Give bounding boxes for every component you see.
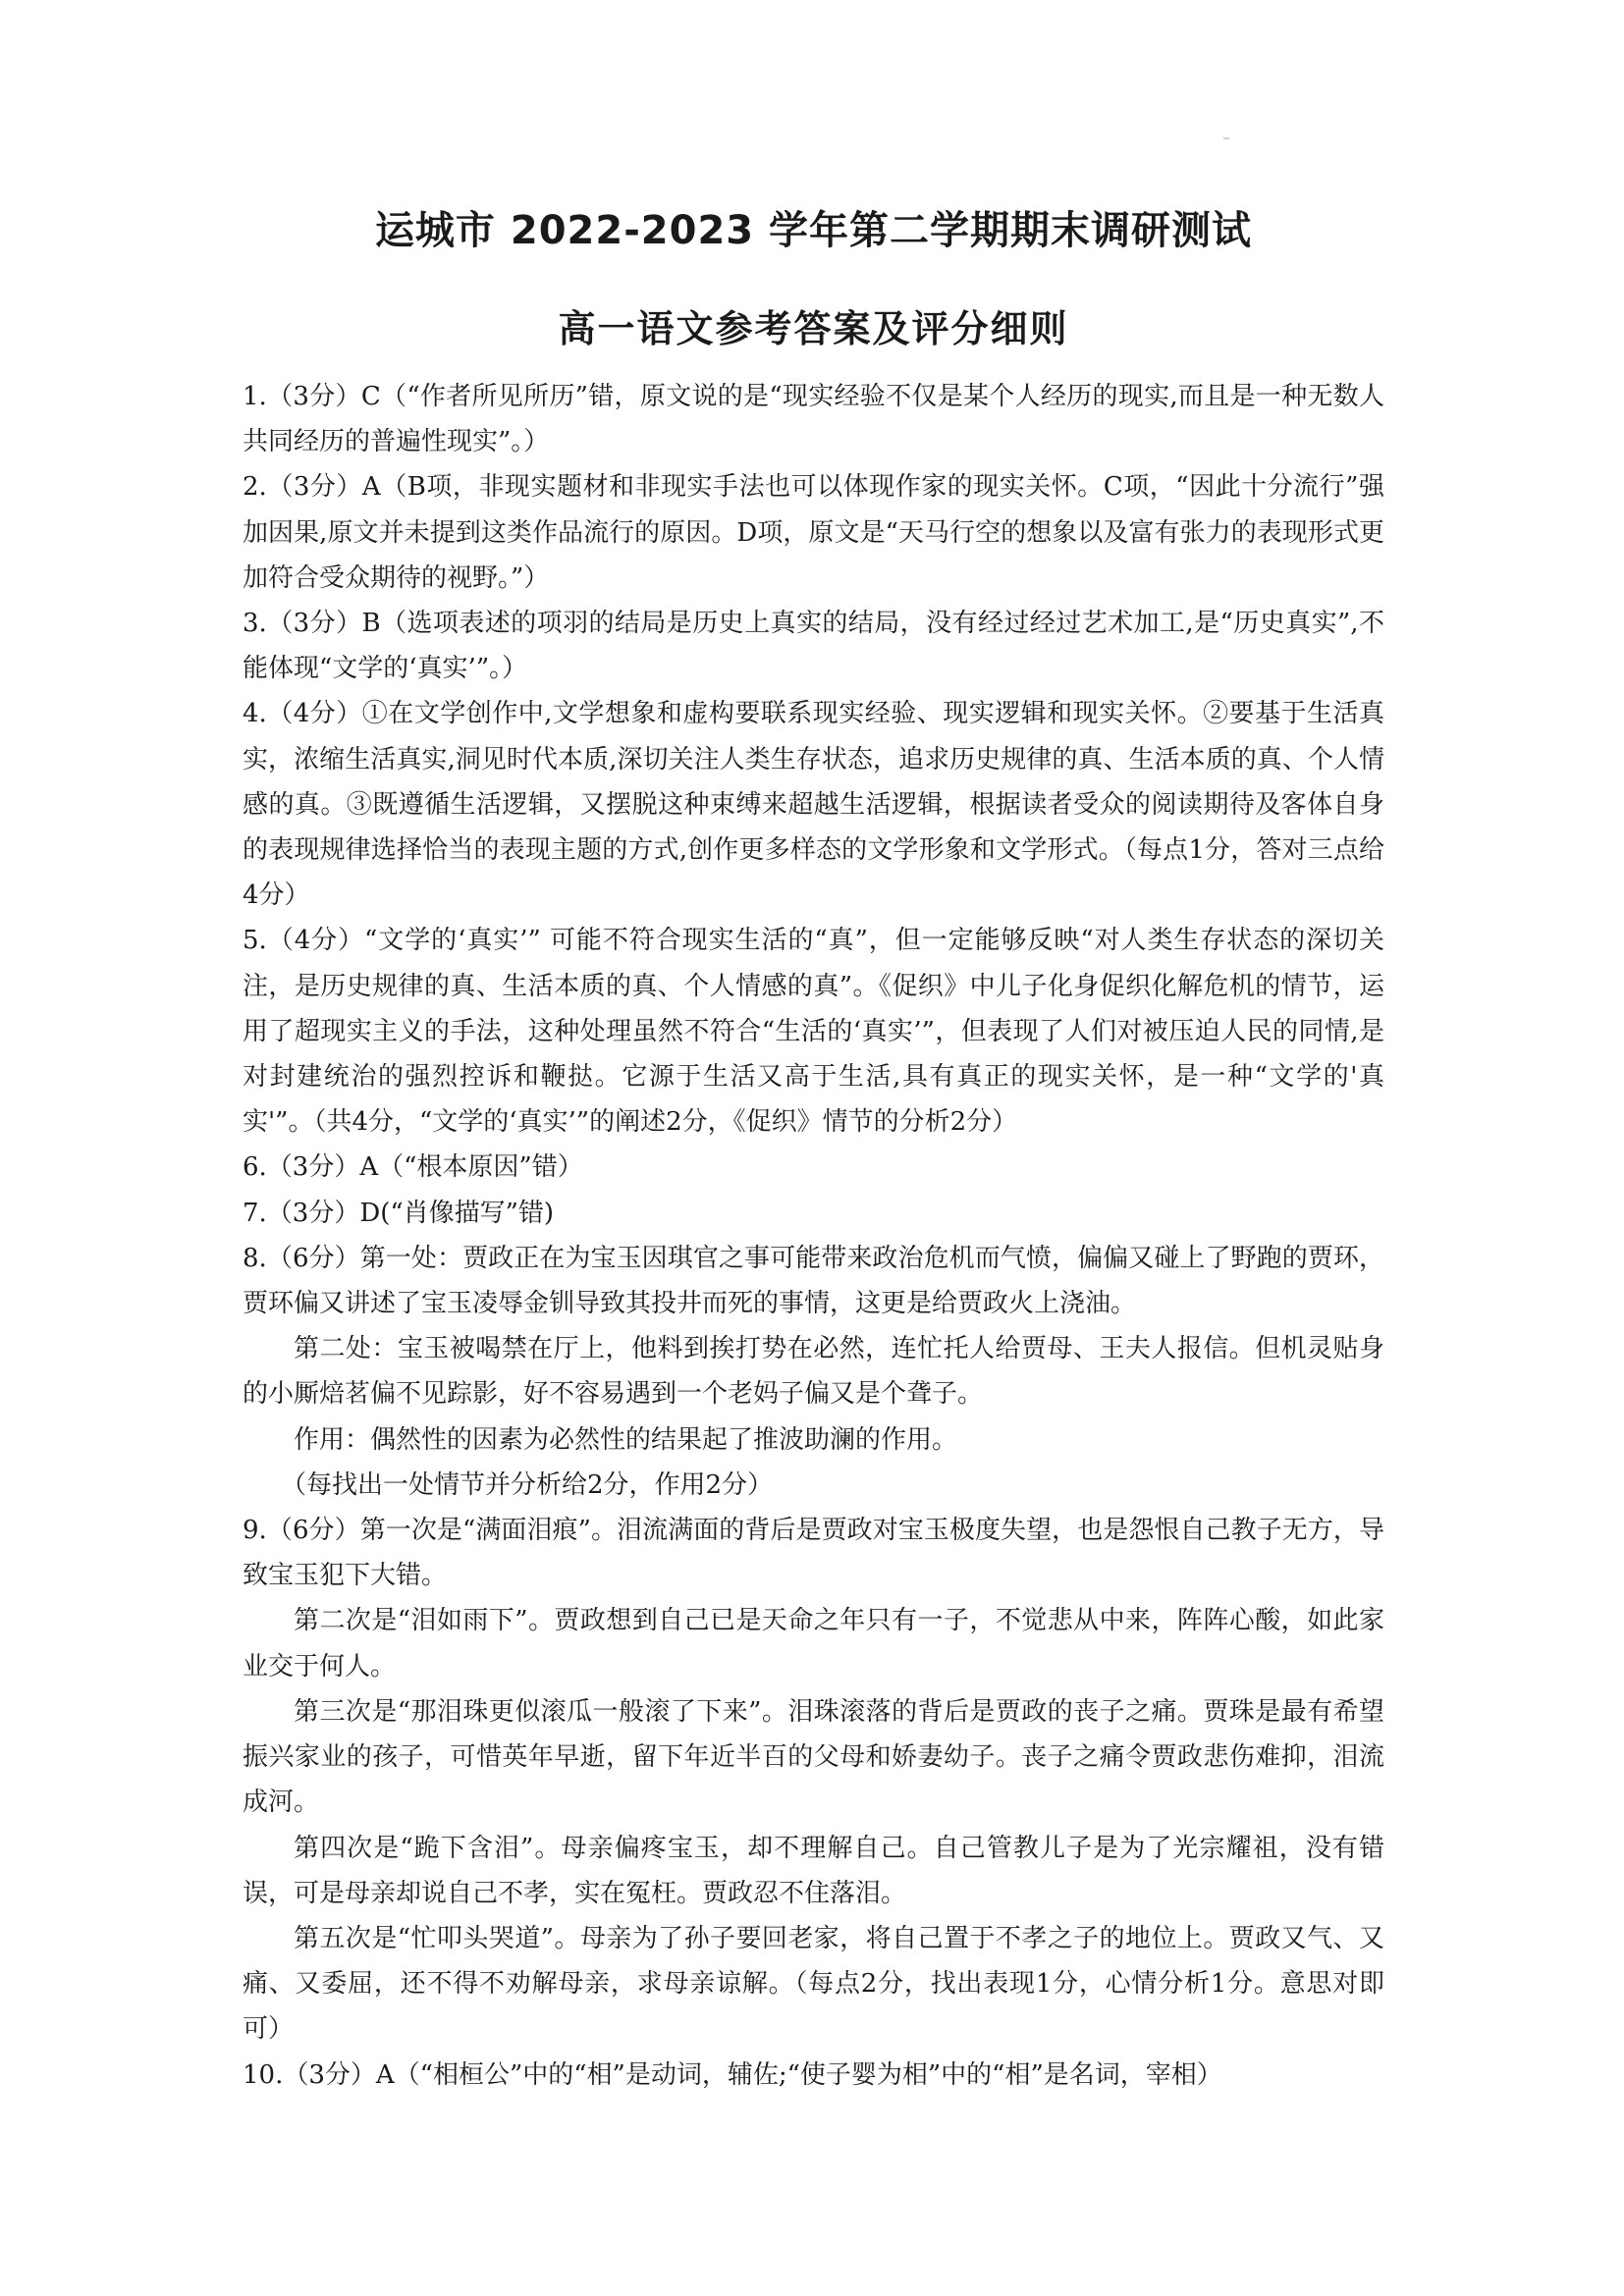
- answer-paragraph: 10.（3分）A（“相桓公”中的“相”是动词，辅佐;“使子婴为相”中的“相”是名词，宰相）: [243, 2059, 1222, 2090]
- answer-subparagraph: 第三次是“那泪珠更似滚瓜一般滚了下来”。泪珠滚落的背后是贾政的丧子之痛。贾珠是最有希望振兴家业的孩子，可惜英年早逝，留下年近半百的父母和娇妻幼子。丧子之痛令贾政悲伤难抑，泪流成河。: [243, 1696, 1384, 1818]
- answer-subparagraph: 第五次是“忙叩头哭道”。母亲为了孙子要回老家，将自己置于不孝之子的地位上。贾政又气、又痛、又委屈，还不得不劝解母亲，求母亲谅解。（每点2分，找出表现1分，心情分析1分。意思对即可）: [243, 1923, 1384, 2045]
- answer-paragraph: 8.（6分）第一处：贾政正在为宝玉因琪官之事可能带来政治危机而气愤，偏偏又碰上了野跑的贾环，贾环偏又讲述了宝玉凌辱金钏导致其投井而死的事情，这更是给贾政火上浇油。: [243, 1243, 1384, 1319]
- answer-subparagraph: 第二次是“泪如雨下”。贾政想到自己已是天命之年只有一子，不觉悲从中来，阵阵心酸，如此家业交于何人。: [243, 1606, 1384, 1682]
- answer-paragraph: 4.（4分）①在文学创作中,文学想象和虚构要联系现实经验、现实逻辑和现实关怀。②要基于生活真实，浓缩生活真实,洞见时代本质,深切关注人类生存状态，追求历史规律的真、生活本质的真、个人情感的真。③既遵循生活逻辑，又摆脱这种束缚来超越生活逻辑，根据读者受众的阅读期待及客体自身的表现规律选择恰当的表现主题的方式,创作更多样态的文学形象和文学形式。（每点1分，答对三点给4分）: [243, 699, 1384, 911]
- answer-subparagraph: 作用：偶然性的因素为必然性的结果起了推波助澜的作用。: [294, 1424, 958, 1455]
- document-subtitle: 高一语文参考答案及评分细则: [558, 307, 1069, 350]
- answer-paragraph: 6.（3分）A（“根本原因”错）: [243, 1152, 583, 1183]
- answer-paragraph: 5.（4分）“文学的‘真实’” 可能不符合现实生活的“真”，但一定能够反映“对人类生存状态的深切关注，是历史规律的真、生活本质的真、个人情感的真”。《促织》中儿子化身促织化解危机的情节，运用了超现实主义的手法，这种处理虽然不符合“生活的‘真实’”，但表现了人们对被压迫人民的同情,是对封建统治的强烈控诉和鞭挞。它源于生活又高于生活,具有真正的现实关怀，是一种“文学的'真实'”。（共4分，“文学的‘真实’”的阐述2分，《促织》情节的分析2分）: [243, 926, 1384, 1138]
- answer-list: [243, 374, 1384, 2098]
- document-title: 运城市 2022-2023 学年第二学期期末调研测试: [374, 208, 1253, 253]
- scoring-note: （每找出一处情节并分析给2分，作用2分）: [281, 1469, 774, 1500]
- answer-paragraph: 9.（6分）第一次是“满面泪痕”。泪流满面的背后是贾政对宝玉极度失望，也是怨恨自己教子无方，导致宝玉犯下大错。: [243, 1516, 1384, 1591]
- scan-speck: [1223, 137, 1229, 139]
- answer-paragraph: 7.（3分）D(“肖像描写”错): [243, 1198, 555, 1228]
- answer-paragraph: 2.（3分）A（B项，非现实题材和非现实手法也可以体现作家的现实关怀。C项，“因此十分流行”强加因果,原文并未提到这类作品流行的原因。D项，原文是“天马行空的想象以及富有张力的表现形式更加符合受众期待的视野。”）: [243, 472, 1384, 593]
- answer-paragraph: 1.（3分）C（“作者所见所历”错，原文说的是“现实经验不仅是某个人经历的现实,而且是一种无数人共同经历的普遍性现实”。）: [243, 382, 1384, 457]
- answer-key-page: [243, 201, 1384, 2098]
- answer-subparagraph: 第四次是“跪下含泪”。母亲偏疼宝玉，却不理解自己。自己管教儿子是为了光宗耀祖，没有错误，可是母亲却说自己不孝，实在冤枉。贾政忍不住落泪。: [243, 1833, 1384, 1908]
- answer-subparagraph: 第二处：宝玉被喝禁在厅上，他料到挨打势在必然，连忙托人给贾母、王夫人报信。但机灵贴身的小厮焙茗偏不见踪影，好不容易遇到一个老妈子偏又是个聋子。: [243, 1334, 1384, 1410]
- answer-paragraph: 3.（3分）B（选项表述的项羽的结局是历史上真实的结局，没有经过经过艺术加工,是“历史真实”,不能体现“文学的‘真实’”。）: [243, 609, 1384, 684]
